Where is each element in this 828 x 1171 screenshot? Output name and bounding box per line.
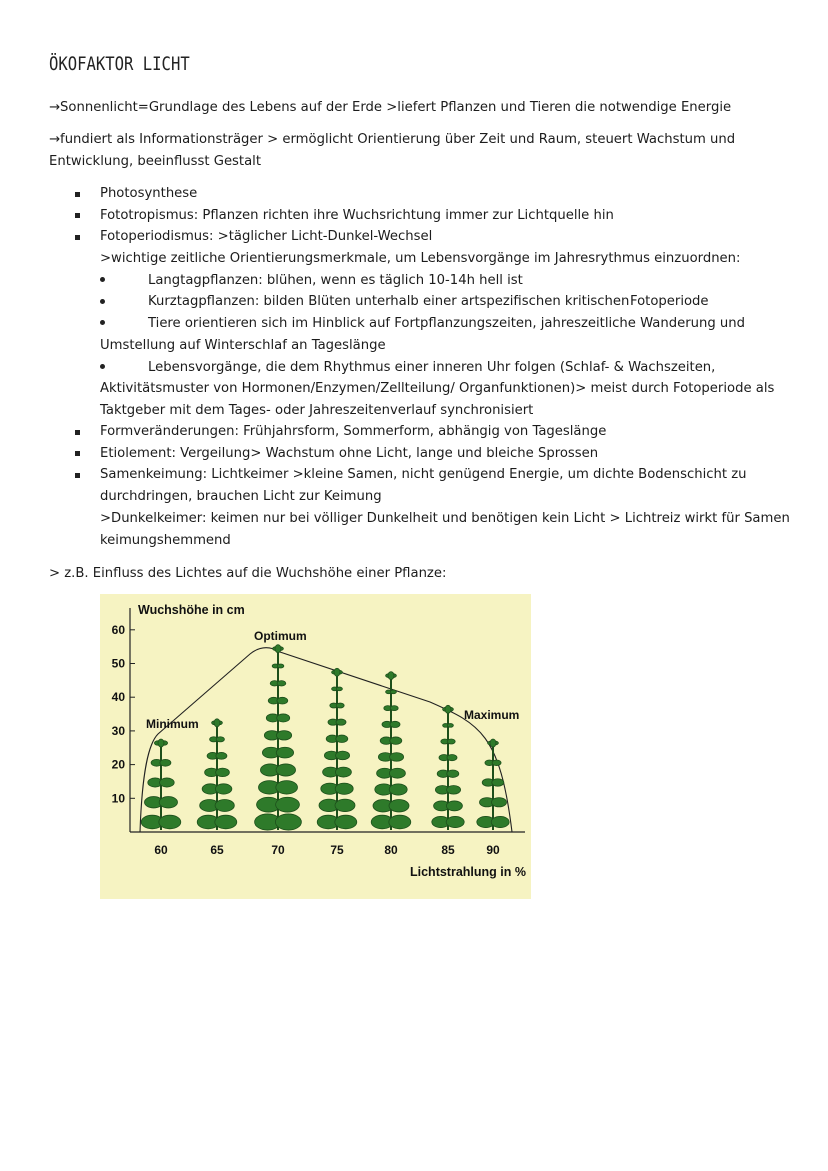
sub-tiere-2: Umstellung auf Winterschlaf an Tageslänge [100,338,386,353]
plant-mark [255,645,302,830]
x-tick-label: 90 [486,843,500,857]
x-axis-title: Lichtstrahlung in % [410,865,526,879]
y-axis-title: Wuchshöhe in cm [138,603,245,617]
x-tick-label: 75 [330,843,344,857]
intro-line-2: →fundiert als Informationsträger > ermöglicht Orientierung über Zeit und Raum, steuert Wachstum und [49,132,736,147]
plant-mark [197,719,237,830]
intro-line-3: Entwicklung, beeinflusst Gestalt [49,154,262,169]
bullet-fototropismus: Fototropismus: Pflanzen richten ihre Wuchsrichtung immer zur Lichtquelle hin [100,208,614,223]
y-tick-label: 40 [111,690,125,705]
samenkeimung-4: keimungshemmend [100,533,231,548]
bullet-fotoperiodismus: Fotoperiodismus: >täglicher Licht-Dunkel-Wechsel [100,229,433,244]
bullet-etiolement: Etiolement: Vergeilung> Wachstum ohne Licht, lange und bleiche Sprossen [100,446,599,461]
intro-line-1: →Sonnenlicht=Grundlage des Lebens auf der Erde >liefert Pflanzen und Tieren die notwendige Energie [49,100,732,115]
bullet-square-icon [75,235,80,240]
sub-langtag: Langtagpflanzen: blühen, wenn es täglich 10-14h hell ist [148,273,523,288]
sub-tiere-1: Tiere orientieren sich im Hinblick auf Fortpflanzungszeiten, jahreszeitliche Wanderung und [148,316,745,331]
bullet-formveraenderungen: Formveränderungen: Frühjahrsform, Sommerform, abhängig von Tageslänge [100,424,607,439]
bullet-square-icon [75,430,80,435]
page-title: ÖKOFAKTOR LICHT [49,53,190,75]
bullet-dot-icon [100,320,105,325]
x-tick-label: 85 [441,843,455,857]
bullet-square-icon [75,451,80,456]
bullet-dot-icon [100,299,105,304]
y-tick-label: 20 [111,757,125,772]
y-tick-label: 10 [111,791,125,806]
annotation-minimum: Minimum [146,717,199,731]
sub-uhr-2: Aktivitätsmuster von Hormonen/Enzymen/Zellteilung/ Organfunktionen)> meist durch Fotoperiode als [100,381,775,396]
bullet-photosynthese: Photosynthese [100,186,198,201]
bullet-samenkeimung-1: Samenkeimung: Lichtkeimer >kleine Samen, nicht genügend Energie, um dichte Bodenschicht zu [100,467,747,482]
sub-uhr-3: Taktgeber mit dem Tages- oder Jahreszeitenverlauf synchronisiert [100,403,534,418]
samenkeimung-3: >Dunkelkeimer: keimen nur bei völliger Dunkelheit und benötigen kein Licht > Lichtreiz wirkt für Samen [100,511,790,526]
samenkeimung-2: durchdringen, brauchen Licht zur Keimung [100,489,382,504]
sub-kurztag-end: Fotoperiode [630,294,709,309]
plant-mark [432,705,464,830]
x-tick-label: 80 [384,843,398,857]
growth-chart-svg [100,594,531,899]
fotoperiodismus-sub: >wichtige zeitliche Orientierungsmerkmale, um Lebensvorgänge im Jahresrythmus einzuordnen: [100,251,741,266]
y-tick-label: 60 [111,622,125,637]
bullet-dot-icon [100,277,105,282]
example-caption: > z.B. Einfluss des Lichtes auf die Wuchshöhe einer Pflanze: [49,566,447,581]
x-tick-label: 60 [154,843,168,857]
bullet-square-icon [75,192,80,197]
plant-mark [141,739,181,830]
y-tick-label: 50 [111,656,125,671]
annotation-maximum: Maximum [464,708,520,722]
x-tick-label: 70 [271,843,285,857]
x-tick-label: 65 [210,843,224,857]
y-tick-label: 30 [111,723,125,738]
growth-chart [100,594,531,899]
bullet-dot-icon [100,364,105,369]
annotation-optimum: Optimum [254,629,307,643]
sub-kurztag: Kurztagpflanzen: bilden Blüten unterhalb einer artspezifischen kritischen [148,294,630,309]
sub-uhr-1: Lebensvorgänge, die dem Rhythmus einer inneren Uhr folgen (Schlaf- & Wachszeiten, [148,360,716,375]
plant-mark [371,672,411,830]
bullet-square-icon [75,473,80,478]
bullet-square-icon [75,213,80,218]
plant-mark [317,668,357,830]
